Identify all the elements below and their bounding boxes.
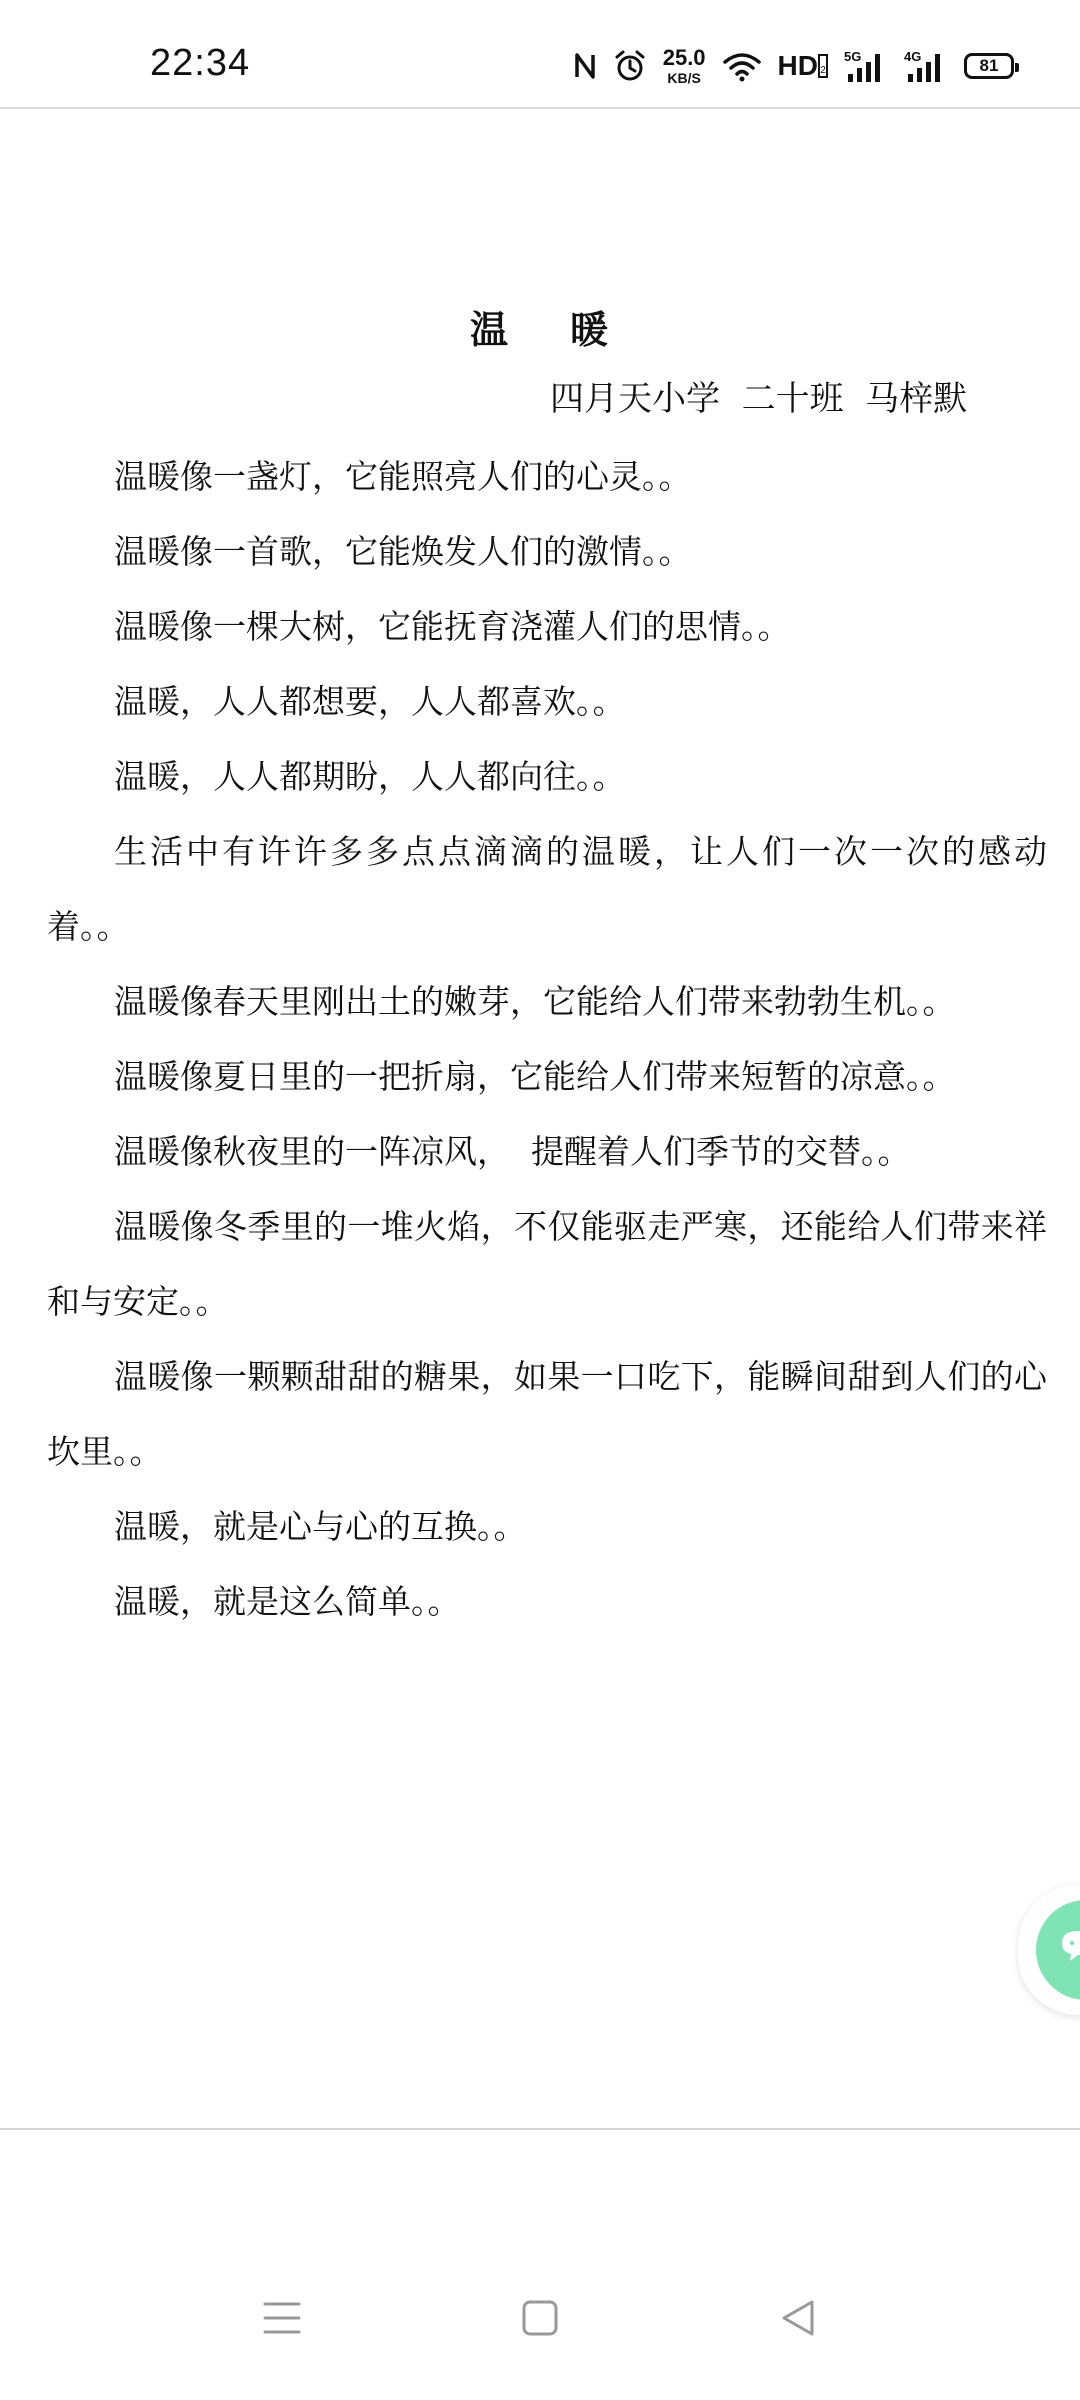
paragraph: 温暖，人人都想要，人人都喜欢。。 bbox=[114, 682, 626, 721]
paragraph: 温暖像一首歌，它能焕发人们的激情。。 bbox=[114, 532, 692, 571]
status-time: 22:34 bbox=[150, 42, 251, 84]
back-button[interactable] bbox=[758, 2280, 838, 2360]
paragraph: 温暖，人人都期盼，人人都向往。。 bbox=[114, 757, 626, 796]
chat-bubble-button[interactable] bbox=[1018, 1885, 1080, 2015]
wifi-icon bbox=[722, 44, 762, 88]
network-speed-value: 25.0 bbox=[662, 45, 706, 70]
alarm-icon bbox=[613, 44, 647, 88]
document-author: 四月天小学 二十班 马梓默 bbox=[550, 379, 968, 419]
signal-4g-label: 4G bbox=[904, 49, 922, 64]
title-char: 暖 bbox=[570, 307, 611, 352]
title-char: 温 bbox=[469, 307, 510, 352]
paragraph: 温暖像夏日里的一把折扇，它能给人们带来短暂的凉意。。 bbox=[114, 1057, 956, 1096]
status-icons bbox=[573, 44, 1014, 88]
battery-level: 81 bbox=[979, 56, 999, 75]
chat-bubble-icon bbox=[1036, 1900, 1080, 2000]
paragraph: 温暖，就是这么简单。。 bbox=[114, 1582, 461, 1621]
paragraph: 温暖像一盏灯，它能照亮人们的心灵。。 bbox=[114, 457, 692, 496]
signal-4g-icon bbox=[904, 44, 948, 88]
menu-button[interactable] bbox=[242, 2280, 322, 2360]
signal-5g-icon bbox=[844, 44, 888, 88]
navigation-bar bbox=[0, 2130, 1080, 2400]
battery-icon bbox=[964, 44, 1014, 88]
back-icon bbox=[778, 2298, 818, 2342]
network-speed bbox=[663, 44, 706, 88]
document-title bbox=[0, 299, 1080, 354]
menu-icon bbox=[262, 2300, 302, 2340]
paragraph: 温暖，就是心与心的互换。。 bbox=[114, 1507, 527, 1546]
document-body bbox=[47, 439, 1047, 1639]
status-bar bbox=[0, 0, 1080, 106]
paragraph: 温暖像春天里刚出土的嫩芽，它能给人们带来勃勃生机。。 bbox=[114, 982, 956, 1021]
paragraph: 温暖像秋夜里的一阵凉风， 提醒着人们季节的交替。。 bbox=[114, 1132, 911, 1171]
network-speed-unit: KB/S bbox=[667, 70, 701, 86]
nfc-icon bbox=[573, 44, 597, 88]
paragraph: 生活中有许许多多点点滴滴的温暖，让人们一次一次的感动着。。 bbox=[47, 832, 1047, 946]
hd-icon bbox=[778, 44, 828, 88]
home-button[interactable] bbox=[500, 2280, 580, 2360]
signal-5g-label: 5G bbox=[844, 49, 862, 64]
home-icon bbox=[520, 2298, 560, 2342]
document-view[interactable] bbox=[0, 109, 1080, 2127]
paragraph: 温暖像冬季里的一堆火焰，不仅能驱走严寒，还能给人们带来祥和与安定。。 bbox=[47, 1207, 1047, 1321]
hd-label: HD bbox=[777, 50, 818, 81]
svg-text:2: 2 bbox=[820, 65, 826, 76]
paragraph: 温暖像一棵大树，它能抚育浇灌人们的思情。。 bbox=[114, 607, 791, 646]
paragraph: 温暖像一颗颗甜甜的糖果，如果一口吃下，能瞬间甜到人们的心坎里。。 bbox=[47, 1357, 1047, 1471]
